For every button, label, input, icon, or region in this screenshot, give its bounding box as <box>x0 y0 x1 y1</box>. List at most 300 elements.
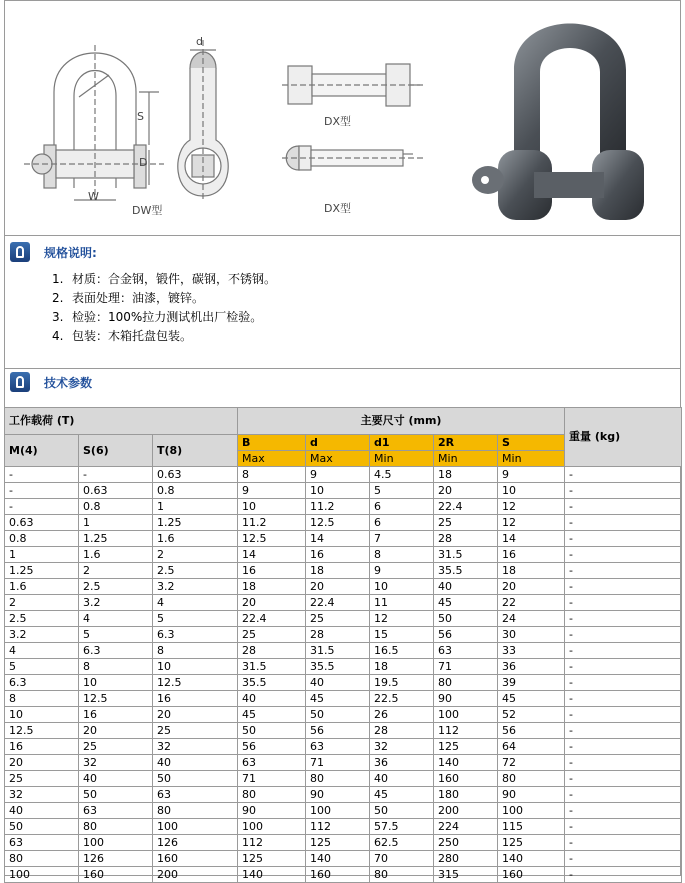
table-cell: 10 <box>238 499 306 515</box>
table-cell: 5 <box>370 483 434 499</box>
dx-bolt-view-1 <box>282 64 424 106</box>
table-cell: 14 <box>498 531 565 547</box>
table-cell: 56 <box>498 723 565 739</box>
table-cell: 45 <box>370 787 434 803</box>
spec-title: 规格说明: <box>44 245 97 260</box>
table-cell: 45 <box>498 691 565 707</box>
table-cell: 40 <box>153 755 238 771</box>
table-row <box>5 739 682 755</box>
table-cell: 71 <box>306 755 370 771</box>
table-cell: 2.5 <box>79 579 153 595</box>
table-cell: - <box>565 691 682 707</box>
table-cell: 33 <box>498 643 565 659</box>
table-cell: - <box>565 563 682 579</box>
table-cell: 22.4 <box>238 611 306 627</box>
table-cell: - <box>5 499 79 515</box>
table-cell: 35.5 <box>306 659 370 675</box>
dim-label-w: W <box>88 190 99 203</box>
table-cell: 1.25 <box>79 531 153 547</box>
header-col-name: S <box>498 435 565 451</box>
table-cell: 20 <box>153 707 238 723</box>
spec-item-text: 表面处理：油漆，镀锌。 <box>72 291 205 305</box>
header-col-qual: Max <box>238 451 306 467</box>
table-cell: 6.3 <box>153 627 238 643</box>
table-cell: 12.5 <box>79 691 153 707</box>
table-cell: - <box>565 547 682 563</box>
label-dw: DW型 <box>132 204 163 217</box>
table-cell: 18 <box>370 659 434 675</box>
table-cell: 16 <box>498 547 565 563</box>
header-col-qual: Min <box>498 451 565 467</box>
table-row <box>5 627 682 643</box>
table-cell: 0.8 <box>5 531 79 547</box>
table-cell: 50 <box>238 723 306 739</box>
table-cell: 9 <box>306 467 370 483</box>
table-cell: 140 <box>434 755 498 771</box>
table-cell: 22.5 <box>370 691 434 707</box>
table-cell: 39 <box>498 675 565 691</box>
table-cell: 12.5 <box>5 723 79 739</box>
table-cell: 90 <box>306 787 370 803</box>
table-cell: 80 <box>498 771 565 787</box>
table-cell: 18 <box>238 579 306 595</box>
table-row <box>5 547 682 563</box>
table-cell: - <box>565 851 682 867</box>
table-row <box>5 771 682 787</box>
table-cell: 160 <box>498 867 565 883</box>
spec-item <box>52 327 276 346</box>
table-cell: - <box>565 675 682 691</box>
table-cell: 25 <box>5 771 79 787</box>
table-cell: 140 <box>498 851 565 867</box>
table-cell: 16 <box>153 691 238 707</box>
table-cell: 22.4 <box>434 499 498 515</box>
table-cell: 32 <box>370 739 434 755</box>
dim-label-D: D <box>139 156 148 169</box>
table-row <box>5 515 682 531</box>
section-divider <box>4 368 681 369</box>
table-cell: 11.2 <box>306 499 370 515</box>
table-cell: 80 <box>370 867 434 883</box>
table-cell: 2 <box>79 563 153 579</box>
spec-item <box>52 270 276 289</box>
table-cell: 112 <box>434 723 498 739</box>
table-cell: 25 <box>434 515 498 531</box>
table-cell: 280 <box>434 851 498 867</box>
table-cell: 4 <box>79 611 153 627</box>
table-cell: 10 <box>153 659 238 675</box>
table-row <box>5 595 682 611</box>
header-dims: 主要尺寸 (mm) <box>238 408 565 435</box>
table-cell: 35.5 <box>434 563 498 579</box>
table-cell: 9 <box>370 563 434 579</box>
table-cell: 100 <box>238 819 306 835</box>
table-cell: 1.6 <box>5 579 79 595</box>
table-cell: 52 <box>498 707 565 723</box>
table-row <box>5 851 682 867</box>
table-row <box>5 531 682 547</box>
table-cell: 14 <box>238 547 306 563</box>
table-cell: 56 <box>306 723 370 739</box>
table-cell: 28 <box>370 723 434 739</box>
table-cell: 31.5 <box>238 659 306 675</box>
table-cell: 90 <box>434 691 498 707</box>
table-cell: 125 <box>498 835 565 851</box>
table-cell: 8 <box>153 643 238 659</box>
table-cell: 160 <box>434 771 498 787</box>
header-s: S(6) <box>79 435 153 467</box>
table-cell: 200 <box>153 867 238 883</box>
table-cell: - <box>565 867 682 883</box>
table-cell: 2.5 <box>5 611 79 627</box>
table-cell: 10 <box>306 483 370 499</box>
header-weight: 重量 (kg) <box>565 408 682 467</box>
table-cell: 71 <box>238 771 306 787</box>
table-cell: 1.6 <box>79 547 153 563</box>
table-cell: 180 <box>434 787 498 803</box>
dim-label-d: d <box>196 35 203 48</box>
table-cell: 56 <box>238 739 306 755</box>
table-row <box>5 835 682 851</box>
table-cell: 28 <box>434 531 498 547</box>
header-col-qual: Min <box>370 451 434 467</box>
table-cell: 4 <box>5 643 79 659</box>
table-cell: 63 <box>238 755 306 771</box>
table-cell: 63 <box>306 739 370 755</box>
table-cell: - <box>565 787 682 803</box>
table-cell: 6 <box>370 499 434 515</box>
header-m: M(4) <box>5 435 79 467</box>
table-cell: - <box>5 467 79 483</box>
spec-item-text: 材质：合金钢，锻件，碳钢，不锈钢。 <box>72 272 277 286</box>
table-cell: 4.5 <box>370 467 434 483</box>
table-cell: 315 <box>434 867 498 883</box>
table-row <box>5 675 682 691</box>
table-cell: 18 <box>498 563 565 579</box>
table-cell: 20 <box>434 483 498 499</box>
table-cell: 5 <box>79 627 153 643</box>
table-cell: 112 <box>238 835 306 851</box>
table-cell: 70 <box>370 851 434 867</box>
table-cell: 40 <box>5 803 79 819</box>
table-cell: 126 <box>79 851 153 867</box>
table-cell: 10 <box>370 579 434 595</box>
table-cell: 100 <box>498 803 565 819</box>
table-cell: 80 <box>238 787 306 803</box>
header-col-name: B <box>238 435 306 451</box>
table-cell: 16 <box>306 547 370 563</box>
table-row <box>5 723 682 739</box>
table-cell: - <box>565 515 682 531</box>
table-cell: 24 <box>498 611 565 627</box>
table-cell: 31.5 <box>306 643 370 659</box>
table-cell: 80 <box>5 851 79 867</box>
table-cell: 31.5 <box>434 547 498 563</box>
shackle-icon <box>10 242 30 262</box>
dx-bolt-view-2 <box>282 146 424 170</box>
table-cell: 20 <box>238 595 306 611</box>
table-cell: 45 <box>434 595 498 611</box>
label-dx-2: DX型 <box>324 202 352 215</box>
table-cell: 100 <box>5 867 79 883</box>
table-cell: 90 <box>238 803 306 819</box>
table-cell: 160 <box>306 867 370 883</box>
table-cell: 160 <box>79 867 153 883</box>
table-row <box>5 483 682 499</box>
table-cell: 20 <box>5 755 79 771</box>
header-col-name: d1 <box>370 435 434 451</box>
table-cell: 160 <box>153 851 238 867</box>
table-cell: 63 <box>79 803 153 819</box>
params-section-header <box>10 372 92 392</box>
table-cell: 36 <box>498 659 565 675</box>
table-cell: - <box>5 483 79 499</box>
shackle-icon <box>10 372 30 392</box>
table-cell: 15 <box>370 627 434 643</box>
table-cell: 25 <box>153 723 238 739</box>
table-cell: 140 <box>238 867 306 883</box>
table-cell: 126 <box>153 835 238 851</box>
table-cell: - <box>565 483 682 499</box>
table-cell: 20 <box>306 579 370 595</box>
table-cell: 40 <box>306 675 370 691</box>
params-title: 技术参数 <box>44 375 93 390</box>
table-cell: 100 <box>153 819 238 835</box>
table-cell: - <box>565 803 682 819</box>
table-cell: 40 <box>238 691 306 707</box>
table-cell: 63 <box>153 787 238 803</box>
table-cell: 63 <box>434 643 498 659</box>
table-cell: 5 <box>5 659 79 675</box>
table-cell: 0.8 <box>79 499 153 515</box>
table-cell: 1 <box>79 515 153 531</box>
table-cell: 16 <box>238 563 306 579</box>
header-load: 工作载荷 (T) <box>5 408 238 435</box>
table-cell: 112 <box>306 819 370 835</box>
table-cell: 8 <box>238 467 306 483</box>
table-row <box>5 579 682 595</box>
table-cell: 16 <box>79 707 153 723</box>
table-cell: 200 <box>434 803 498 819</box>
table-cell: 10 <box>5 707 79 723</box>
table-cell: 50 <box>370 803 434 819</box>
table-cell: 32 <box>5 787 79 803</box>
table-cell: 8 <box>370 547 434 563</box>
table-cell: 20 <box>498 579 565 595</box>
table-cell: 100 <box>79 835 153 851</box>
table-cell: 40 <box>434 579 498 595</box>
table-cell: 250 <box>434 835 498 851</box>
table-cell: 62.5 <box>370 835 434 851</box>
table-cell: 50 <box>153 771 238 787</box>
table-cell: 40 <box>370 771 434 787</box>
table-cell: - <box>565 579 682 595</box>
table-cell: - <box>565 611 682 627</box>
table-cell: 25 <box>238 627 306 643</box>
table-cell: 14 <box>306 531 370 547</box>
table-cell: 32 <box>153 739 238 755</box>
table-cell: 26 <box>370 707 434 723</box>
table-cell: 10 <box>498 483 565 499</box>
table-cell: 0.63 <box>153 467 238 483</box>
table-cell: 28 <box>238 643 306 659</box>
table-cell: 40 <box>79 771 153 787</box>
spec-item-number: 3. <box>52 310 64 324</box>
table-cell: 8 <box>79 659 153 675</box>
table-cell: - <box>565 723 682 739</box>
spec-item-number: 1. <box>52 272 64 286</box>
table-cell: 80 <box>79 819 153 835</box>
drawings-panel <box>4 0 681 236</box>
table-cell: 100 <box>306 803 370 819</box>
table-cell: 72 <box>498 755 565 771</box>
table-cell: 18 <box>306 563 370 579</box>
table-row <box>5 563 682 579</box>
header-col-name: d <box>306 435 370 451</box>
table-cell: 25 <box>306 611 370 627</box>
table-cell: 4 <box>153 595 238 611</box>
label-dx-1: DX型 <box>324 115 352 128</box>
table-cell: 3.2 <box>153 579 238 595</box>
table-cell: 6.3 <box>79 643 153 659</box>
table-cell: 16.5 <box>370 643 434 659</box>
header-col-qual: Max <box>306 451 370 467</box>
table-cell: 50 <box>434 611 498 627</box>
header-t: T(8) <box>153 435 238 467</box>
dw-side-view <box>178 40 228 200</box>
table-cell: 12.5 <box>306 515 370 531</box>
spec-item-number: 4. <box>52 329 64 343</box>
table-cell: - <box>565 499 682 515</box>
table-cell: 57.5 <box>370 819 434 835</box>
table-cell: 5 <box>153 611 238 627</box>
header-col-name: 2R <box>434 435 498 451</box>
table-cell: - <box>565 595 682 611</box>
table-row <box>5 707 682 723</box>
table-cell: 1.6 <box>153 531 238 547</box>
table-cell: 20 <box>79 723 153 739</box>
table-cell: 3.2 <box>79 595 153 611</box>
table-cell: 50 <box>306 707 370 723</box>
spec-section-header <box>10 242 97 262</box>
table-cell: 2 <box>5 595 79 611</box>
table-row <box>5 691 682 707</box>
table-cell: 28 <box>306 627 370 643</box>
table-cell: 18 <box>434 467 498 483</box>
table-cell: 16 <box>5 739 79 755</box>
table-cell: 1.25 <box>5 563 79 579</box>
table-cell: - <box>565 467 682 483</box>
dim-label-s: S <box>137 110 144 123</box>
table-cell: 6 <box>370 515 434 531</box>
table-cell: - <box>565 835 682 851</box>
table-row <box>5 755 682 771</box>
params-table <box>4 407 682 883</box>
table-cell: 10 <box>79 675 153 691</box>
spec-item <box>52 308 276 327</box>
table-row <box>5 867 682 883</box>
table-cell: 0.8 <box>153 483 238 499</box>
table-row <box>5 611 682 627</box>
table-cell: 0.63 <box>5 515 79 531</box>
table-row <box>5 819 682 835</box>
table-cell: 25 <box>79 739 153 755</box>
table-cell: 1 <box>153 499 238 515</box>
table-cell: 32 <box>79 755 153 771</box>
table-cell: - <box>565 739 682 755</box>
table-cell: 22 <box>498 595 565 611</box>
table-row <box>5 787 682 803</box>
table-cell: - <box>565 531 682 547</box>
table-cell: 19.5 <box>370 675 434 691</box>
table-cell: - <box>565 771 682 787</box>
table-cell: 90 <box>498 787 565 803</box>
table-cell: 140 <box>306 851 370 867</box>
table-cell: 11.2 <box>238 515 306 531</box>
table-cell: 3.2 <box>5 627 79 643</box>
table-cell: - <box>565 627 682 643</box>
header-col-qual: Min <box>434 451 498 467</box>
table-cell: 115 <box>498 819 565 835</box>
table-cell: - <box>565 819 682 835</box>
table-cell: 7 <box>370 531 434 547</box>
spec-item-number: 2. <box>52 291 64 305</box>
table-cell: - <box>565 707 682 723</box>
table-cell: 80 <box>434 675 498 691</box>
table-cell: 224 <box>434 819 498 835</box>
table-row <box>5 643 682 659</box>
table-cell: 30 <box>498 627 565 643</box>
shackle-photo <box>472 24 644 221</box>
table-cell: 1 <box>5 547 79 563</box>
table-cell: 12.5 <box>153 675 238 691</box>
table-cell: 63 <box>5 835 79 851</box>
table-cell: 12 <box>498 499 565 515</box>
table-cell: 12.5 <box>238 531 306 547</box>
table-cell: 12 <box>370 611 434 627</box>
table-cell: 45 <box>238 707 306 723</box>
table-cell: 80 <box>153 803 238 819</box>
table-cell: 1.25 <box>153 515 238 531</box>
table-cell: 36 <box>370 755 434 771</box>
table-cell: 45 <box>306 691 370 707</box>
table-cell: 71 <box>434 659 498 675</box>
table-cell: - <box>565 755 682 771</box>
table-cell: 56 <box>434 627 498 643</box>
table-cell: 100 <box>434 707 498 723</box>
table-cell: 2 <box>153 547 238 563</box>
table-row <box>5 803 682 819</box>
table-cell: 50 <box>79 787 153 803</box>
table-row <box>5 467 682 483</box>
table-cell: 125 <box>306 835 370 851</box>
table-cell: 0.63 <box>79 483 153 499</box>
table-cell: 2.5 <box>153 563 238 579</box>
table-row <box>5 499 682 515</box>
spec-item-text: 包装：木箱托盘包装。 <box>72 329 193 343</box>
table-cell: 125 <box>238 851 306 867</box>
table-cell: 8 <box>5 691 79 707</box>
spec-list <box>52 270 276 346</box>
table-cell: 35.5 <box>238 675 306 691</box>
spec-item-text: 检验：100%拉力测试机出厂检验。 <box>72 310 263 324</box>
table-cell: 9 <box>498 467 565 483</box>
table-row <box>5 659 682 675</box>
table-cell: 50 <box>5 819 79 835</box>
table-cell: 9 <box>238 483 306 499</box>
table-cell: - <box>79 467 153 483</box>
table-cell: 64 <box>498 739 565 755</box>
